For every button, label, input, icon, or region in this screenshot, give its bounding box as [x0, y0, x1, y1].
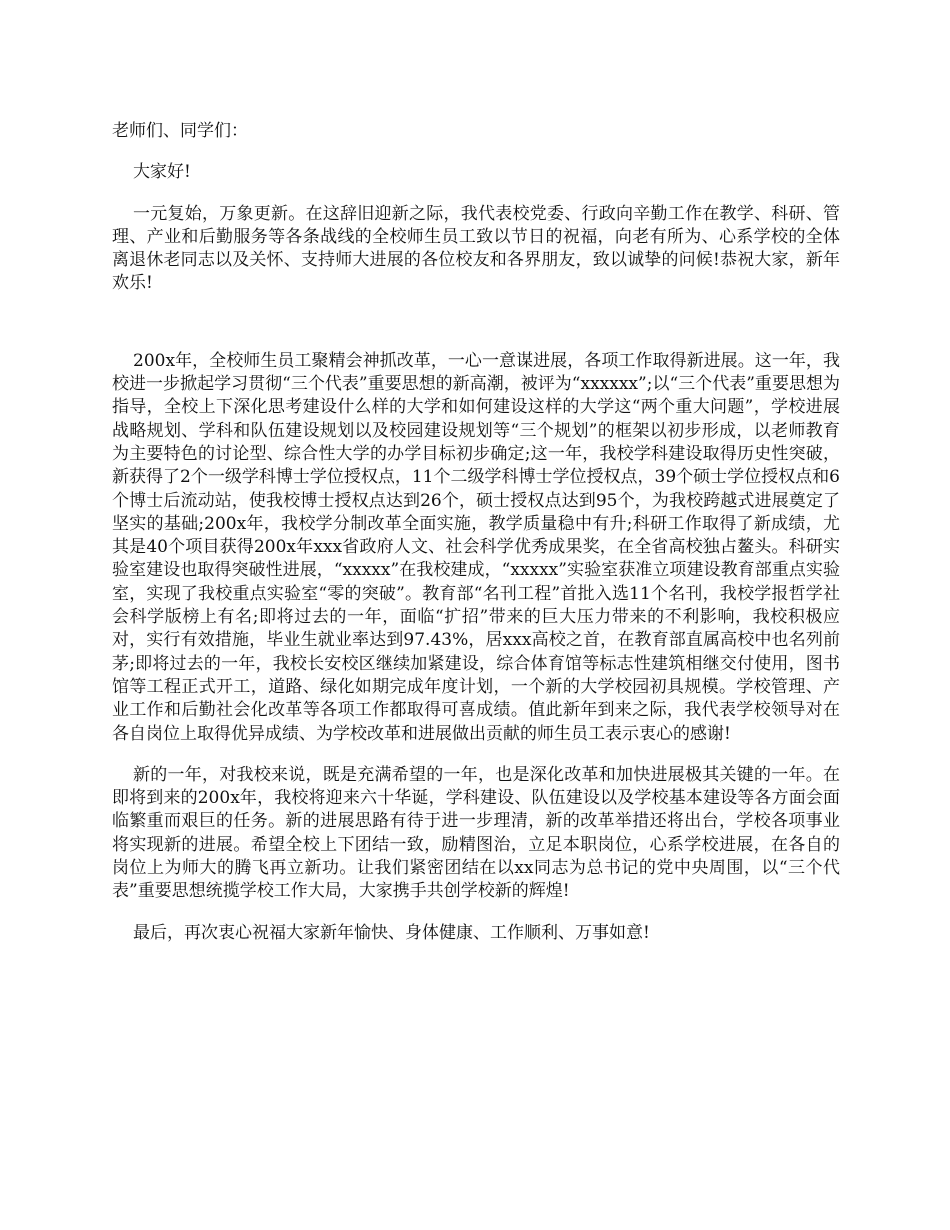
paragraph-year-review: 200x年，全校师生员工聚精会神抓改革，一心一意谋进展，各项工作取得新进展。这一年，我校进一步掀起学习贯彻“三个代表”重要思想的新高潮，被评为“xxxxxx”;以“三个代表”重要思想为指导，全校上下深化思考建设什么样的大学和如何建设这样的大学这“两个重大问题”，学校进展战略规划、学科和队伍建设规划以及校园建设规划等“三个规划”的框架以初步形成，以老师教育为主要特色的讨论型、综合性大学的办学目标初步确定;这一年，我校学科建设取得历史性突破，新获得了2个一级学科博士学位授权点，11个二级学科博士学位授权点，39个硕士学位授权点和6个博士后流动站，使我校博士授权点达到26个，硕士授权点达到95个，为我校跨越式进展奠定了坚实的基础;200x年，我校学分制改革全面实施，教学质量稳中有升;科研工作取得了新成绩，尤其是40个项目获得200x年xxx省政府人文、社会科学优秀成果奖，在全省高校独占鳌头。科研实验室建设也取得突破性进展，“xxxxx”在我校建成，“xxxxx”实验室获准立项建设教育部重点实验室，实现了我校重点实验室“零的突破”。教育部“名刊工程”首批入选11个名刊，我校学报哲学社会科学版榜上有名;即将过去的一年，面临“扩招”带来的巨大压力带来的不利影响，我校积极应对，实行有效措施，毕业生就业率达到97.43%，居xxx高校之首，在教育部直属高校中也名列前茅;即将过去的一年，我校长安校区继续加紧建设，综合体育馆等标志性建筑相继交付使用，图书馆等工程正式开工，道路、绿化如期完成年度计划，一个新的大学校园初具规模。学校管理、产业工作和后勤社会化改革等各项工作都取得可喜成绩。值此新年到来之际，我代表学校领导对在各自岗位上取得优异成绩、为学校改革和进展做出贡献的师生员工表示衷心的感谢! — [112, 350, 840, 744]
document-body — [112, 120, 840, 945]
greeting: 大家好! — [133, 162, 191, 183]
paragraph-closing: 最后，再次衷心祝福大家新年愉快、身体健康、工作顺利、万事如意! — [133, 922, 650, 943]
paragraph-new-year-outlook: 新的一年，对我校来说，既是充满希望的一年，也是深化改革和加快进展极其关键的一年。在即将到来的200x年，我校将迎来六十华诞，学科建设、队伍建设以及学校基本建设等各方面会面临繁重而艰巨的任务。新的进展思路有待于进一步理清，新的改革举措还将出台，学校各项事业将实现新的进展。希望全校上下团结一致，励精图治，立足本职岗位，心系学校进展，在各自的岗位上为师大的腾飞再立新功。让我们紧密团结在以xx同志为总书记的党中央周围，以“三个代表”重要思想统揽学校工作大局，大家携手共创学校新的辉煌! — [112, 764, 840, 902]
paragraph-new-year-wishes: 一元复始，万象更新。在这辞旧迎新之际，我代表校党委、行政向辛勤工作在教学、科研、管理、产业和后勤服务等各条战线的全校师生员工致以节日的祝福，向老有所为、心系学校的全体离退休老同志以及关怀、支持师大进展的各位校友和各界朋友，致以诚挚的问候!恭祝大家，新年欢乐! — [112, 203, 840, 294]
salutation: 老师们、同学们： — [112, 121, 248, 141]
